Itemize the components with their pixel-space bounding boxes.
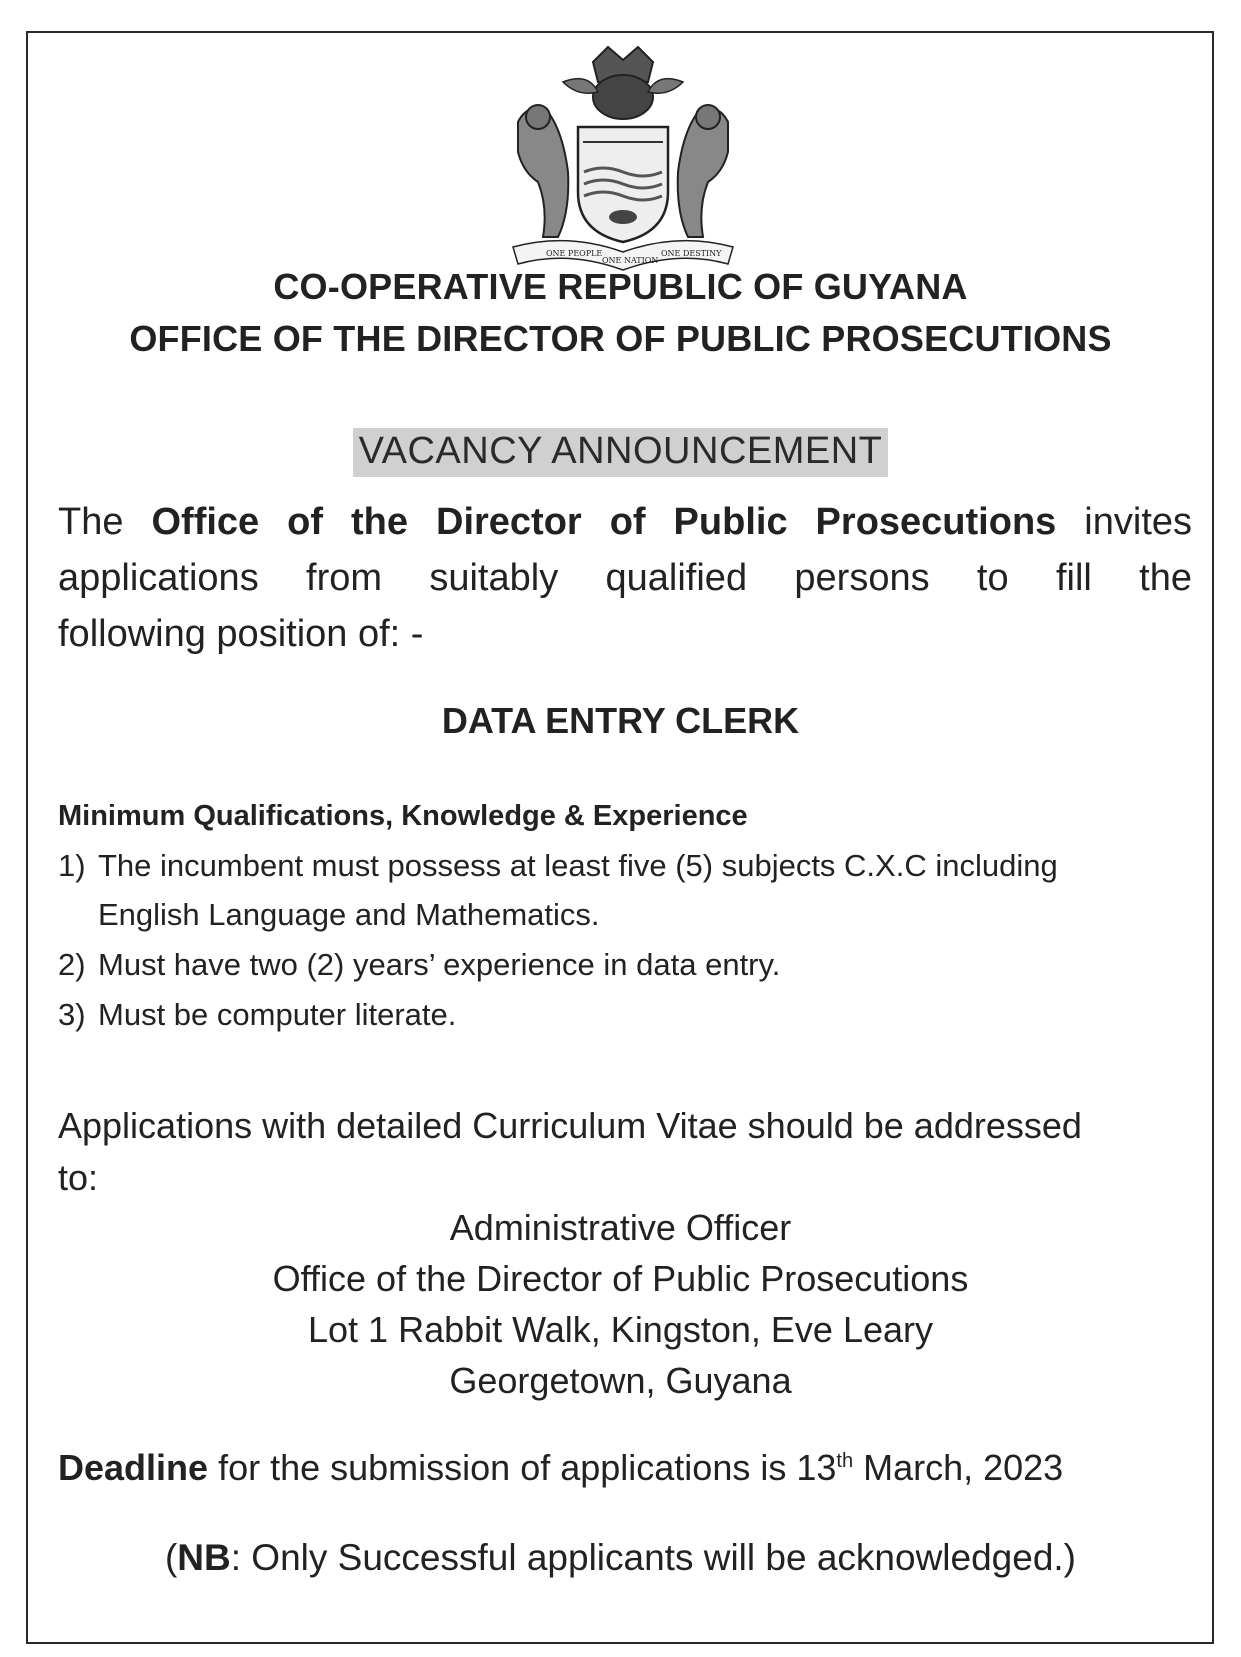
address-line: Office of the Director of Public Prosecutions: [272, 1258, 969, 1299]
applications-paragraph: [58, 1100, 1192, 1204]
intro-line-1: [58, 494, 1192, 550]
item-text: Must be computer literate.: [98, 997, 457, 1032]
qualification-item-continued: English Language and Mathematics.: [98, 897, 600, 932]
deadline-date: March, 2023: [863, 1447, 1064, 1488]
qualification-item: [58, 848, 1058, 884]
qualification-item: [58, 997, 456, 1033]
nb-label: NB: [177, 1537, 231, 1578]
office-heading: OFFICE OF THE DIRECTOR OF PUBLIC PROSECUTIONS: [129, 318, 1112, 359]
address-line: Lot 1 Rabbit Walk, Kingston, Eve Leary: [308, 1309, 933, 1350]
country-heading: CO-OPERATIVE REPUBLIC OF GUYANA: [273, 266, 968, 307]
qualification-item: [58, 947, 780, 983]
vacancy-title: VACANCY ANNOUNCEMENT: [353, 428, 889, 477]
title-wrapper: [0, 428, 1241, 477]
applications-line-2: to:: [58, 1157, 99, 1198]
item-number: 3): [58, 997, 86, 1032]
svg-text:ONE PEOPLE: ONE PEOPLE: [546, 249, 603, 258]
coat-of-arms-emblem: [498, 42, 748, 277]
intro-bold-office: Office of the Director of Public Prosecutions: [151, 501, 1057, 543]
position-title: DATA ENTRY CLERK: [441, 700, 800, 741]
deadline-statement: [58, 1447, 1063, 1489]
intro-suffix: invites: [1084, 501, 1193, 543]
item-text: Must have two (2) years’ experience in data entry.: [98, 947, 781, 982]
nb-open-paren: (: [164, 1537, 178, 1578]
nb-text: : Only Successful applicants will be acknowledged.): [230, 1537, 1077, 1578]
item-number: 1): [58, 848, 86, 883]
address-line: Administrative Officer: [449, 1207, 792, 1248]
applications-line-1: Applications with detailed Curriculum Vitae should be addressed: [58, 1105, 1082, 1146]
deadline-ordinal: th: [836, 1450, 854, 1472]
svg-text:ONE DESTINY: ONE DESTINY: [661, 249, 722, 258]
deadline-text: for the submission of applications is 13: [218, 1447, 837, 1488]
deadline-label: Deadline: [58, 1447, 209, 1488]
nb-note: [0, 1537, 1241, 1579]
intro-line-2: applications from suitably qualified persons to fill the: [58, 557, 1192, 599]
qualifications-heading: Minimum Qualifications, Knowledge & Experience: [58, 800, 748, 832]
item-text: The incumbent must possess at least five (5) subjects C.X.C including: [98, 848, 1058, 883]
item-number: 2): [58, 947, 86, 982]
address-line: Georgetown, Guyana: [449, 1360, 792, 1401]
mailing-address: [0, 1202, 1241, 1406]
intro-line-3: following position of: -: [58, 613, 424, 655]
svg-text:ONE NATION: ONE NATION: [602, 256, 659, 265]
intro-prefix: The: [58, 501, 124, 543]
intro-paragraph: [58, 494, 1192, 662]
